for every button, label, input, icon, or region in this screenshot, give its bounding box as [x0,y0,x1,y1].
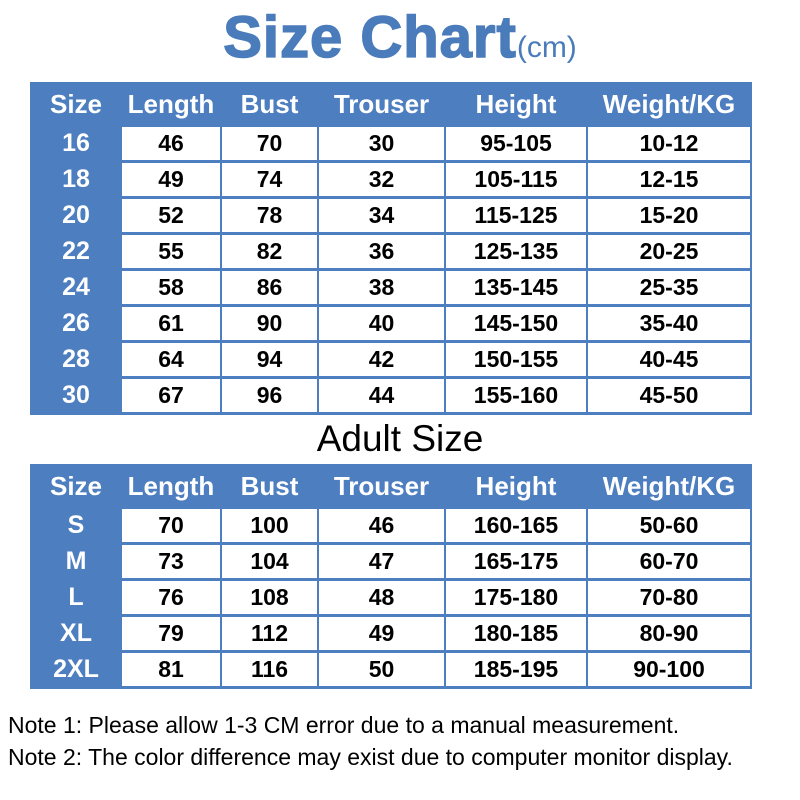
table-row [32,199,750,232]
size-label: L [68,583,84,611]
value-cell: 100 [222,509,317,542]
value-cell: 90 [222,307,317,340]
value-cell: 47 [319,545,444,578]
value-cell: 94 [222,343,317,376]
table-row [32,343,750,376]
value-cell: 135-145 [446,271,586,304]
column-header-length: Length [127,471,215,501]
column-header-trouser: Trouser [333,89,430,119]
value-cell: 160-165 [446,509,586,542]
value-cell: 104 [222,545,317,578]
value-cell: 95-105 [446,127,586,160]
value-cell: 42 [319,343,444,376]
size-label: 28 [62,345,90,373]
value-cell: 25-35 [588,271,750,304]
value-cell: 49 [319,617,444,650]
value-cell: 145-150 [446,307,586,340]
value-cell: 165-175 [446,545,586,578]
value-cell: 82 [222,235,317,268]
value-cell: 73 [122,545,220,578]
title-text: Size Chart [223,5,517,70]
value-cell: 150-155 [446,343,586,376]
value-cell: 175-180 [446,581,586,614]
size-label: 26 [62,309,90,337]
table-row [32,509,750,542]
value-cell: 96 [222,379,317,412]
column-header-bust: Bust [240,89,299,119]
value-cell: 20-25 [588,235,750,268]
value-cell: 32 [319,163,444,196]
value-cell: 64 [122,343,220,376]
value-cell: 50-60 [588,509,750,542]
value-cell: 40-45 [588,343,750,376]
table-row [32,127,750,160]
table-row [32,307,750,340]
value-cell: 78 [222,199,317,232]
value-cell: 81 [122,653,220,686]
value-cell: 52 [122,199,220,232]
value-cell: 10-12 [588,127,750,160]
value-cell: 67 [122,379,220,412]
value-cell: 34 [319,199,444,232]
value-cell: 185-195 [446,653,586,686]
size-label: 20 [62,201,90,229]
value-cell: 108 [222,581,317,614]
value-cell: 80-90 [588,617,750,650]
note-1: Note 1: Please allow 1-3 CM error due to a manual measurement. [8,712,680,738]
value-cell: 86 [222,271,317,304]
value-cell: 45-50 [588,379,750,412]
size-label: 24 [62,273,90,301]
table-row [32,271,750,304]
column-header-height: Height [475,471,557,501]
adult-size-table [30,464,752,689]
table-row [32,653,750,686]
table-row [32,545,750,578]
adult-table-header-row [32,467,750,506]
column-header-height: Height [475,89,557,119]
value-cell: 125-135 [446,235,586,268]
value-cell: 115-125 [446,199,586,232]
size-label: 2XL [53,655,99,683]
column-header-trouser: Trouser [333,471,430,501]
value-cell: 180-185 [446,617,586,650]
value-cell: 15-20 [588,199,750,232]
value-cell: 12-15 [588,163,750,196]
value-cell: 70 [122,509,220,542]
kids-size-table [30,82,752,415]
adult-size-heading: Adult Size [316,418,484,459]
size-label: 30 [62,381,90,409]
table-row [32,235,750,268]
value-cell: 155-160 [446,379,586,412]
column-header-weight: Weight/KG [602,89,736,119]
value-cell: 70-80 [588,581,750,614]
value-cell: 76 [122,581,220,614]
column-header-size: Size [49,89,103,119]
value-cell: 58 [122,271,220,304]
value-cell: 40 [319,307,444,340]
value-cell: 60-70 [588,545,750,578]
value-cell: 48 [319,581,444,614]
table-row [32,617,750,650]
value-cell: 70 [222,127,317,160]
value-cell: 61 [122,307,220,340]
value-cell: 116 [222,653,317,686]
table-row [32,379,750,412]
size-label: 18 [62,165,90,193]
value-cell: 49 [122,163,220,196]
column-header-size: Size [49,471,103,501]
value-cell: 46 [122,127,220,160]
value-cell: 35-40 [588,307,750,340]
title-unit: (cm) [516,31,577,64]
column-header-weight: Weight/KG [602,471,736,501]
page-title [0,0,800,82]
value-cell: 105-115 [446,163,586,196]
value-cell: 112 [222,617,317,650]
column-header-bust: Bust [240,471,299,501]
size-label: M [65,547,87,575]
adult-table-body [32,509,750,686]
size-label: 22 [62,237,90,265]
value-cell: 46 [319,509,444,542]
size-label: XL [60,619,92,647]
value-cell: 74 [222,163,317,196]
column-header-length: Length [127,89,215,119]
kids-table-body [32,127,750,412]
table-row [32,163,750,196]
note-2: Note 2: The color difference may exist due to computer monitor display. [8,744,733,770]
size-label: S [67,511,85,539]
table-row [32,581,750,614]
value-cell: 38 [319,271,444,304]
value-cell: 50 [319,653,444,686]
value-cell: 90-100 [588,653,750,686]
size-label: 16 [62,129,90,157]
value-cell: 30 [319,127,444,160]
value-cell: 55 [122,235,220,268]
notes-section [8,709,800,773]
value-cell: 36 [319,235,444,268]
value-cell: 44 [319,379,444,412]
value-cell: 79 [122,617,220,650]
kids-table-header-row [32,85,750,124]
